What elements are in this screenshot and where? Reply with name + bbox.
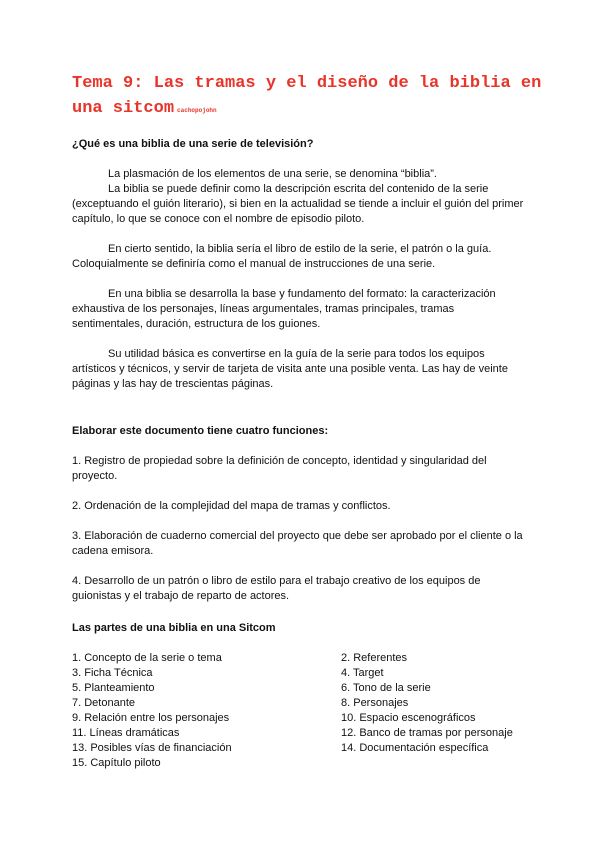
author-tag: cachopojohn bbox=[177, 107, 217, 114]
list-item: 9. Relación entre los personajes bbox=[72, 712, 230, 724]
list-item: 15. Capítulo piloto bbox=[72, 757, 161, 769]
document-title bbox=[72, 71, 542, 123]
paragraph: En cierto sentido, la biblia sería el libro de estilo de la serie, el patrón o la guía. Coloquialmente se definiría como el manual de instrucciones de una serie. bbox=[72, 243, 492, 270]
parts-list-right bbox=[341, 651, 541, 756]
list-item: 12. Banco de tramas por personaje bbox=[341, 727, 513, 739]
list-item: 2. Referentes bbox=[341, 652, 408, 664]
paragraph: La plasmación de los elementos de una serie, se denomina “biblia”. bbox=[108, 168, 437, 180]
paragraph: Su utilidad básica es convertirse en la guía de la serie para todos los equipos artísticos y técnicos, y servir de tarjeta de visita ante una posible venta. Las hay de veinte páginas y las hay de trescientas páginas. bbox=[72, 348, 508, 390]
list-item: 11. Líneas dramáticas bbox=[72, 727, 180, 739]
list-item: 6. Tono de la serie bbox=[341, 682, 431, 694]
list-item: 13. Posibles vías de financiación bbox=[72, 742, 232, 754]
function-item: 4. Desarrollo de un patrón o libro de estilo para el trabajo creativo de los equipos de guionistas y el trabajo de reparto de actores. bbox=[72, 575, 481, 602]
list-item: 3. Ficha Técnica bbox=[72, 667, 153, 679]
parts-list-left bbox=[72, 651, 312, 771]
list-item: 7. Detonante bbox=[72, 697, 135, 709]
function-item: 1. Registro de propiedad sobre la definición de concepto, identidad y singularidad del proyecto. bbox=[72, 455, 487, 482]
paragraph: En una biblia se desarrolla la base y fundamento del formato: la caracterización exhaustiva de los personajes, líneas argumentales, tramas principales, tramas sentimentales, duración, estructura de los guiones. bbox=[72, 288, 496, 330]
paragraph: La biblia se puede definir como la descripción escrita del contenido de la serie (exceptuando el guión literario), si bien en la actualidad se tiende a incluir el guión del primer capítulo, lo que se conoce con el nombre de episodio piloto. bbox=[72, 183, 524, 225]
list-item: 4. Target bbox=[341, 667, 384, 679]
list-item: 14. Documentación específica bbox=[341, 742, 489, 754]
function-item: 2. Ordenación de la complejidad del mapa de tramas y conflictos. bbox=[72, 500, 391, 512]
list-item: 8. Personajes bbox=[341, 697, 409, 709]
list-item: 5. Planteamiento bbox=[72, 682, 155, 694]
list-item: 10. Espacio escenográficos bbox=[341, 712, 476, 724]
function-item: 3. Elaboración de cuaderno comercial del proyecto que debe ser aprobado por el cliente o la cadena emisora. bbox=[72, 530, 523, 557]
document-title-text: Tema 9: Las tramas y el diseño de la biblia en una sitcom bbox=[72, 74, 542, 118]
section-heading-parts: Las partes de una biblia en una Sitcom bbox=[72, 622, 276, 634]
section-heading-functions: Elaborar este documento tiene cuatro funciones: bbox=[72, 425, 329, 437]
list-item: 1. Concepto de la serie o tema bbox=[72, 652, 222, 664]
section-heading-what-is: ¿Qué es una biblia de una serie de televisión? bbox=[72, 138, 314, 150]
